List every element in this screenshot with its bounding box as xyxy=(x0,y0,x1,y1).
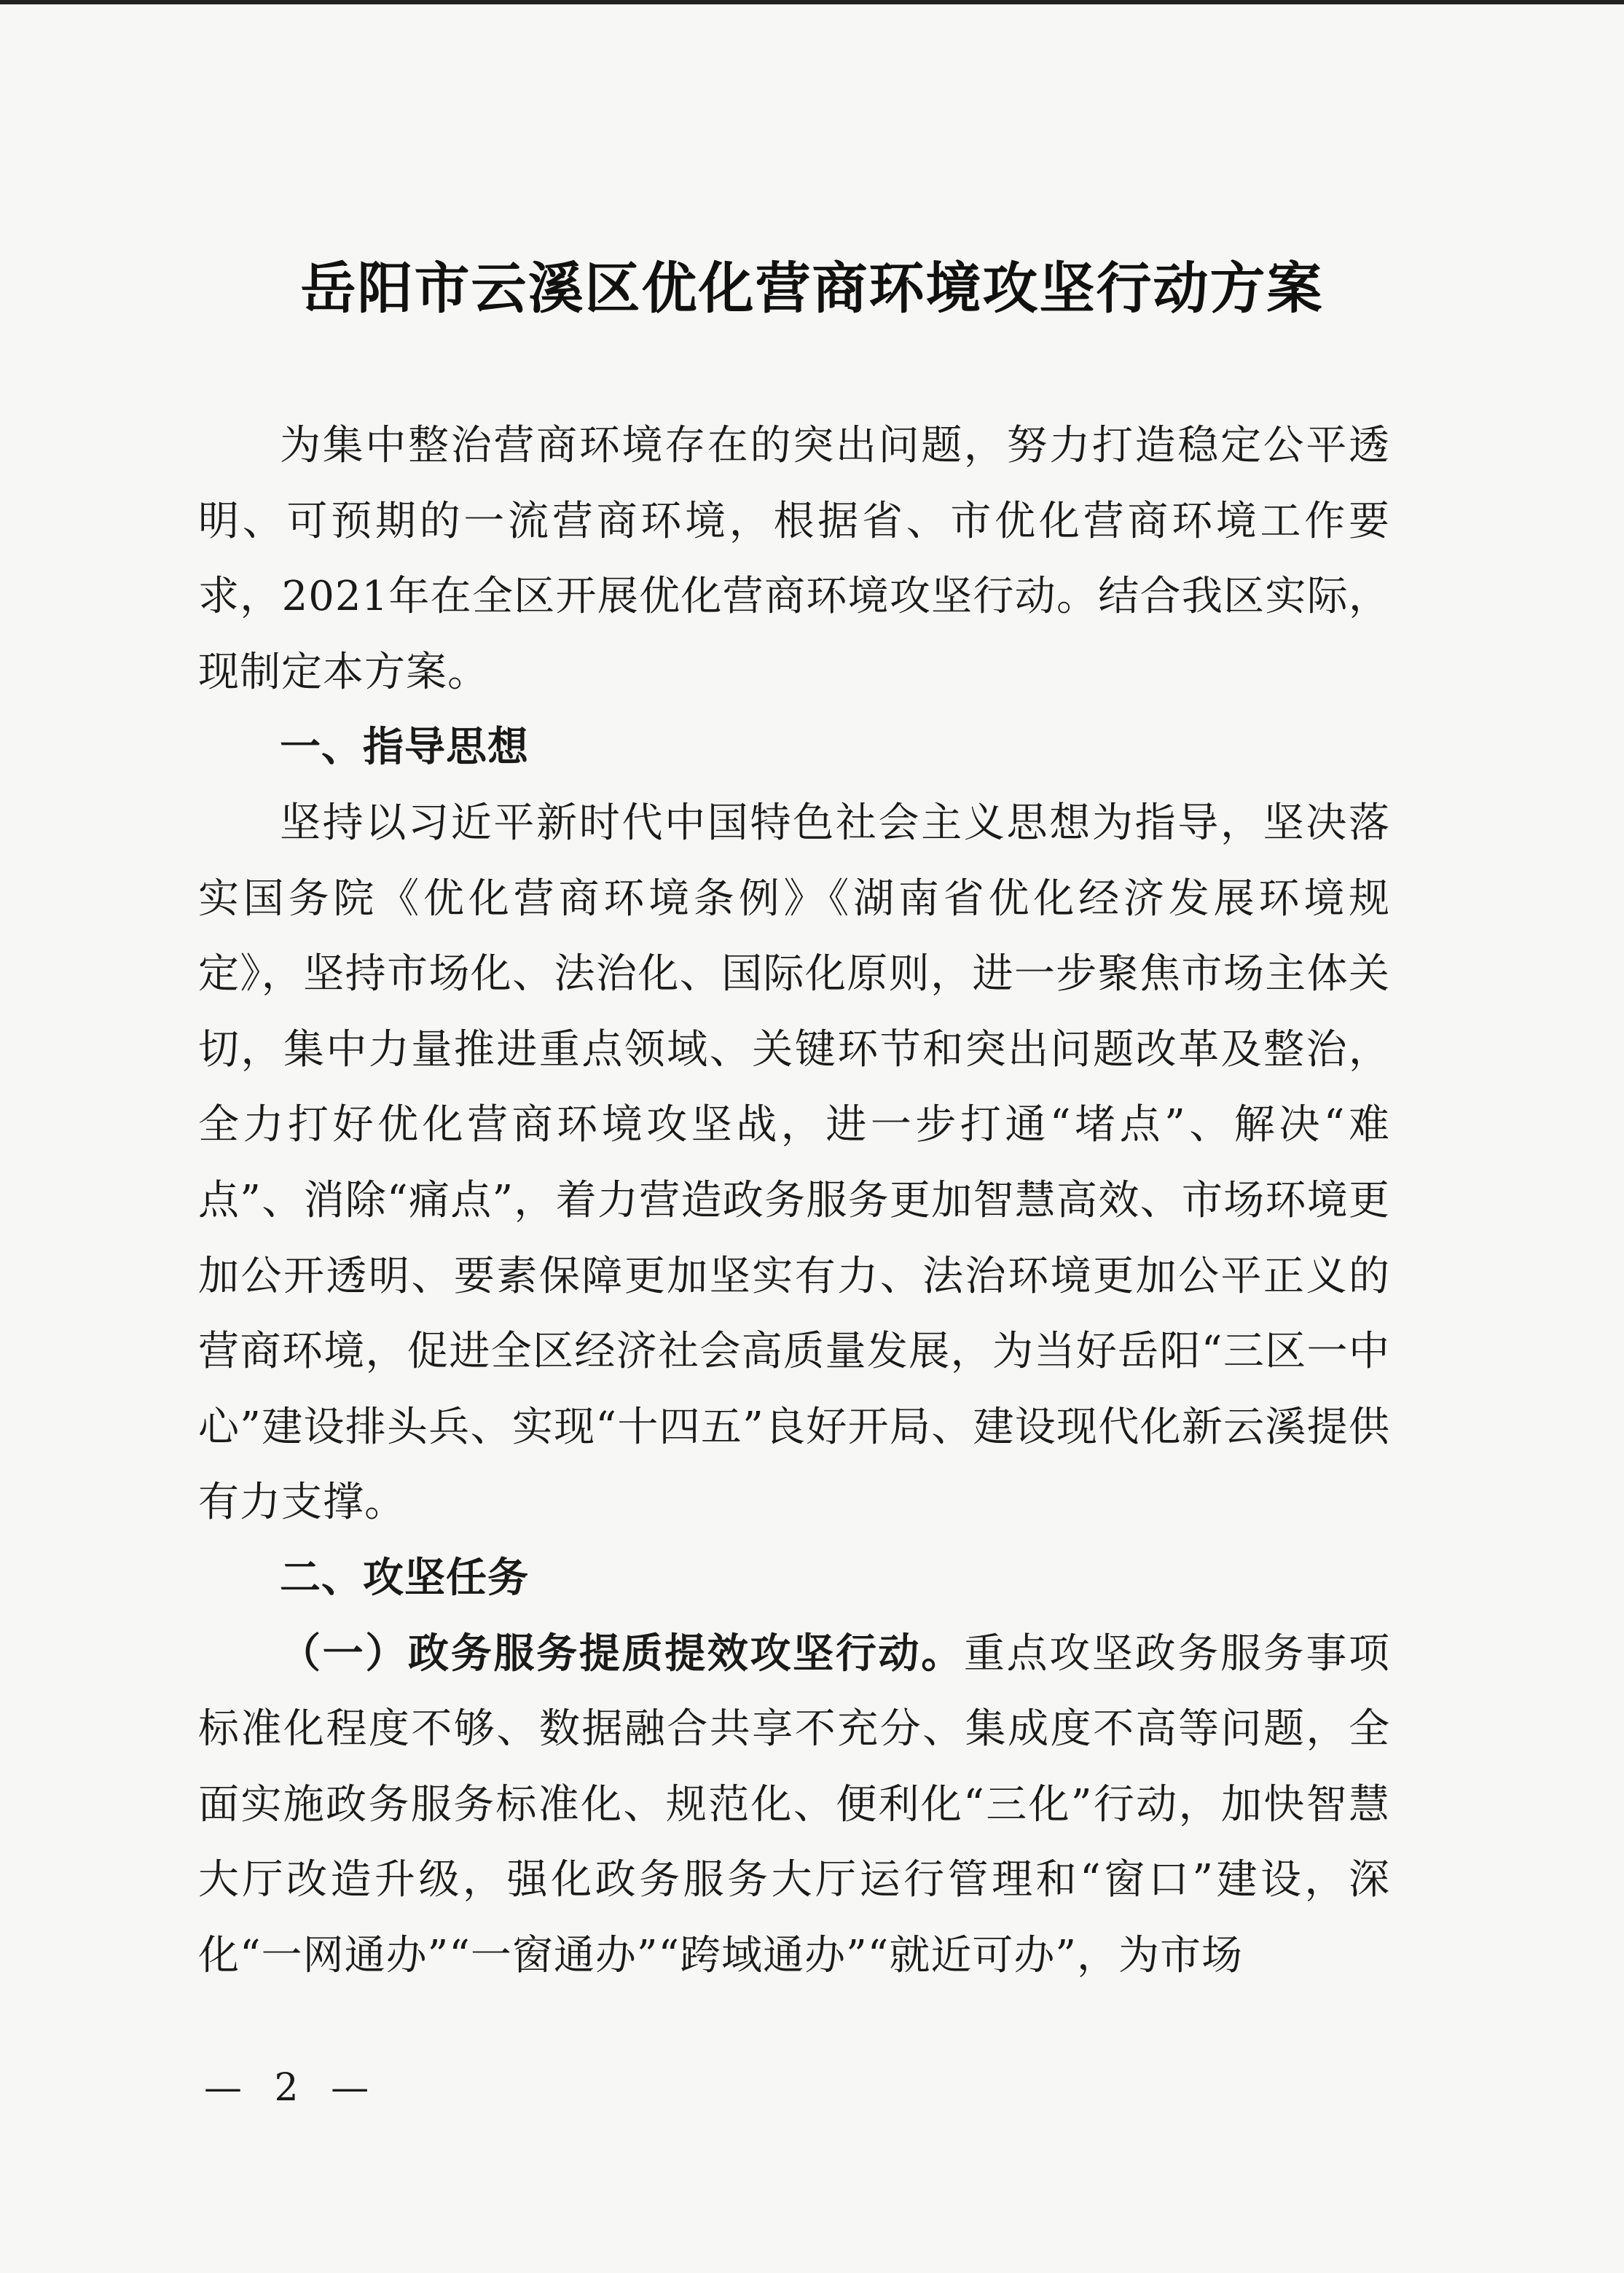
page-number: — 2 — xyxy=(204,2066,380,2110)
section-heading-tasks: 二、攻坚任务 xyxy=(280,1554,529,1602)
task-1-body: 重点攻坚政务服务事项标准化程度不够、数据融合共享不充分、集成度不高等问题，全面实施政务服务标准化、规范化、便利化“三化”行动，加快智慧大厅改造升级，强化政务服务大厅运行管理和“窗口”建设，深化“一网通办”“一窗通办”“跨域通办”“就近可办”，为市场 xyxy=(198,1630,1391,1979)
document-body xyxy=(198,408,1390,1993)
task-1-paragraph xyxy=(198,1616,1390,1994)
task-1-lead: （一）政务服务提质提效攻坚行动。 xyxy=(280,1629,964,1678)
guiding-ideology-paragraph: 坚持以习近平新时代中国特色社会主义思想为指导，坚决落实国务院《优化营商环境条例》《湖南省优化经济发展环境规定》，坚持市场化、法治化、国际化原则，进一步聚焦市场主体关切，集中力量推进重点领域、关键环节和突出问题改革及整治，全力打好优化营商环境攻坚战，进一步打通“堵点”、解决“难点”、消除“痛点”，着力营造政务服务更加智慧高效、市场环境更加公开透明、要素保障更加坚实有力、法治环境更加公平正义的营商环境，促进全区经济社会高质量发展，为当好岳阳“三区一中心”建设排头兵、实现“十四五”良好开局、建设现代化新云溪提供有力支撑。 xyxy=(198,799,1390,1527)
section-heading-guiding-ideology: 一、指导思想 xyxy=(280,724,529,772)
intro-paragraph: 为集中整治营商环境存在的突出问题，努力打造稳定公平透明、可预期的一流营商环境，根据省、市优化营商环境工作要求，2021年在全区开展优化营商环境攻坚行动。结合我区实际，现制定本方案。 xyxy=(198,422,1390,696)
top-border-line xyxy=(0,0,1624,4)
document-title: 岳阳市云溪区优化营商环境攻坚行动方案 xyxy=(300,256,1324,321)
